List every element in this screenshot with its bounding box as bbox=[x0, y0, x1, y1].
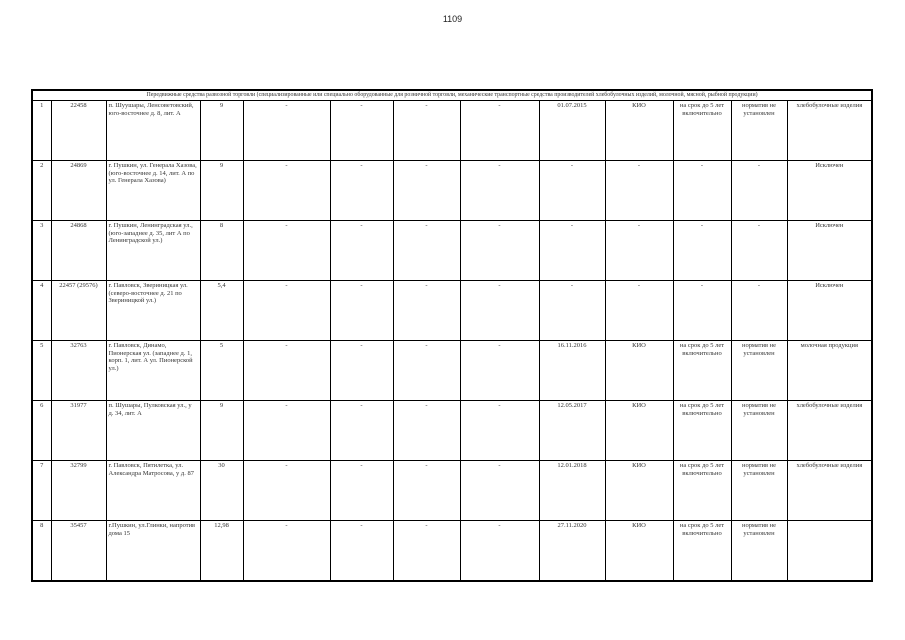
norm-cell: норматив не установлен bbox=[731, 101, 787, 161]
norm-cell: норматив не установлен bbox=[731, 401, 787, 461]
term-cell: на срок до 5 лет включительно bbox=[673, 341, 731, 401]
row-number-cell: 8 bbox=[32, 521, 51, 582]
col8-cell: - bbox=[460, 401, 539, 461]
area-cell: 5 bbox=[200, 341, 243, 401]
col8-cell: - bbox=[460, 101, 539, 161]
date-cell: 01.07.2015 bbox=[539, 101, 605, 161]
table-body bbox=[32, 90, 872, 581]
registry-id-cell: 31977 bbox=[51, 401, 106, 461]
registry-id-cell: 22458 bbox=[51, 101, 106, 161]
registry-table bbox=[31, 89, 873, 582]
norm-cell: - bbox=[731, 221, 787, 281]
date-cell: 12.05.2017 bbox=[539, 401, 605, 461]
goods-cell: хлебобулочные изделия bbox=[787, 461, 872, 521]
goods-cell: молочная продукция bbox=[787, 341, 872, 401]
address-cell: г. Павловск, Динамо, Пионерская ул. (западнее д. 1, корп. 1, лит. А ул. Пионерской ул.) bbox=[106, 341, 200, 401]
col8-cell: - bbox=[460, 521, 539, 582]
registry-id-cell: 24868 bbox=[51, 221, 106, 281]
date-cell: - bbox=[539, 221, 605, 281]
col6-cell: - bbox=[330, 221, 393, 281]
table-row bbox=[32, 281, 872, 341]
registry-id-cell: 32799 bbox=[51, 461, 106, 521]
col8-cell: - bbox=[460, 161, 539, 221]
area-cell: 9 bbox=[200, 161, 243, 221]
term-cell: на срок до 5 лет включительно bbox=[673, 521, 731, 582]
address-cell: п. Шушары, Пулковская ул., у д. 34, лит. А bbox=[106, 401, 200, 461]
organization-cell: КИО bbox=[605, 101, 673, 161]
col7-cell: - bbox=[393, 221, 460, 281]
term-cell: на срок до 5 лет включительно bbox=[673, 461, 731, 521]
area-cell: 30 bbox=[200, 461, 243, 521]
row-number-cell: 7 bbox=[32, 461, 51, 521]
table-section-header bbox=[32, 90, 872, 101]
goods-cell bbox=[787, 521, 872, 582]
col7-cell: - bbox=[393, 161, 460, 221]
col8-cell: - bbox=[460, 281, 539, 341]
norm-cell: - bbox=[731, 161, 787, 221]
col5-cell: - bbox=[243, 161, 330, 221]
registry-id-cell: 24869 bbox=[51, 161, 106, 221]
col7-cell: - bbox=[393, 401, 460, 461]
area-cell: 9 bbox=[200, 101, 243, 161]
col6-cell: - bbox=[330, 281, 393, 341]
date-cell: - bbox=[539, 161, 605, 221]
col6-cell: - bbox=[330, 521, 393, 582]
col8-cell: - bbox=[460, 221, 539, 281]
term-cell: - bbox=[673, 161, 731, 221]
date-cell: - bbox=[539, 281, 605, 341]
norm-cell: - bbox=[731, 281, 787, 341]
col7-cell: - bbox=[393, 341, 460, 401]
address-cell: г. Павловск, Звериницкая ул. (северо-восточнее д. 21 по Звериницкой ул.) bbox=[106, 281, 200, 341]
col5-cell: - bbox=[243, 461, 330, 521]
goods-cell: Исключен bbox=[787, 281, 872, 341]
date-cell: 12.01.2018 bbox=[539, 461, 605, 521]
term-cell: на срок до 5 лет включительно bbox=[673, 101, 731, 161]
address-cell: г.Пушкин, ул.Глинки, напротив дома 15 bbox=[106, 521, 200, 582]
registry-id-cell: 35457 bbox=[51, 521, 106, 582]
organization-cell: КИО bbox=[605, 401, 673, 461]
registry-id-cell: 32763 bbox=[51, 341, 106, 401]
col6-cell: - bbox=[330, 341, 393, 401]
organization-cell: - bbox=[605, 221, 673, 281]
registry-id-cell: 22457 (29576) bbox=[51, 281, 106, 341]
norm-cell: норматив не установлен bbox=[731, 341, 787, 401]
row-number-cell: 1 bbox=[32, 101, 51, 161]
area-cell: 8 bbox=[200, 221, 243, 281]
table-row bbox=[32, 221, 872, 281]
table-row bbox=[32, 401, 872, 461]
row-number-cell: 5 bbox=[32, 341, 51, 401]
address-cell: г. Павловск, Пятилетка, ул. Александра Матросова, у д. 87 bbox=[106, 461, 200, 521]
address-cell: г. Пушкин, Ленинградская ул., (юго-западнее д. 35, лит А по Ленинградской ул.) bbox=[106, 221, 200, 281]
row-number-cell: 6 bbox=[32, 401, 51, 461]
area-cell: 12,98 bbox=[200, 521, 243, 582]
table-row bbox=[32, 461, 872, 521]
goods-cell: хлебобулочные изделия bbox=[787, 401, 872, 461]
goods-cell: Исключен bbox=[787, 221, 872, 281]
organization-cell: - bbox=[605, 281, 673, 341]
term-cell: на срок до 5 лет включительно bbox=[673, 401, 731, 461]
norm-cell: норматив не установлен bbox=[731, 521, 787, 582]
organization-cell: - bbox=[605, 161, 673, 221]
address-cell: г. Пушкин, ул. Генерала Хазова, (юго-восточнее д. 14, лит. А по ул. Генерала Хазова) bbox=[106, 161, 200, 221]
col6-cell: - bbox=[330, 101, 393, 161]
col5-cell: - bbox=[243, 221, 330, 281]
row-number-cell: 4 bbox=[32, 281, 51, 341]
col5-cell: - bbox=[243, 101, 330, 161]
col6-cell: - bbox=[330, 461, 393, 521]
col6-cell: - bbox=[330, 401, 393, 461]
area-cell: 9 bbox=[200, 401, 243, 461]
col7-cell: - bbox=[393, 101, 460, 161]
table-row bbox=[32, 341, 872, 401]
col7-cell: - bbox=[393, 521, 460, 582]
organization-cell: КИО bbox=[605, 461, 673, 521]
col5-cell: - bbox=[243, 401, 330, 461]
col8-cell: - bbox=[460, 341, 539, 401]
date-cell: 16.11.2016 bbox=[539, 341, 605, 401]
goods-cell: Исключен bbox=[787, 161, 872, 221]
term-cell: - bbox=[673, 281, 731, 341]
page-number: 1109 bbox=[442, 14, 463, 24]
row-number-cell: 3 bbox=[32, 221, 51, 281]
col5-cell: - bbox=[243, 521, 330, 582]
date-cell: 27.11.2020 bbox=[539, 521, 605, 582]
col8-cell: - bbox=[460, 461, 539, 521]
table-row bbox=[32, 161, 872, 221]
goods-cell: хлебобулочные изделия bbox=[787, 101, 872, 161]
organization-cell: КИО bbox=[605, 521, 673, 582]
area-cell: 5,4 bbox=[200, 281, 243, 341]
organization-cell: КИО bbox=[605, 341, 673, 401]
col5-cell: - bbox=[243, 341, 330, 401]
table-row bbox=[32, 521, 872, 582]
term-cell: - bbox=[673, 221, 731, 281]
address-cell: п. Шуушары, Ленсоветовский, юго-восточнее д. 8, лит. А bbox=[106, 101, 200, 161]
col7-cell: - bbox=[393, 281, 460, 341]
row-number-cell: 2 bbox=[32, 161, 51, 221]
table-row bbox=[32, 101, 872, 161]
col7-cell: - bbox=[393, 461, 460, 521]
col5-cell: - bbox=[243, 281, 330, 341]
norm-cell: норматив не установлен bbox=[731, 461, 787, 521]
section-header-cell: Передвижные средства развозной торговли (специализированные или специально оборудованные для розничной торговли, механические транспортные средства производителей хлебобулочных изделий, молочной, мясной, рыбной продукции) bbox=[32, 90, 872, 101]
col6-cell: - bbox=[330, 161, 393, 221]
